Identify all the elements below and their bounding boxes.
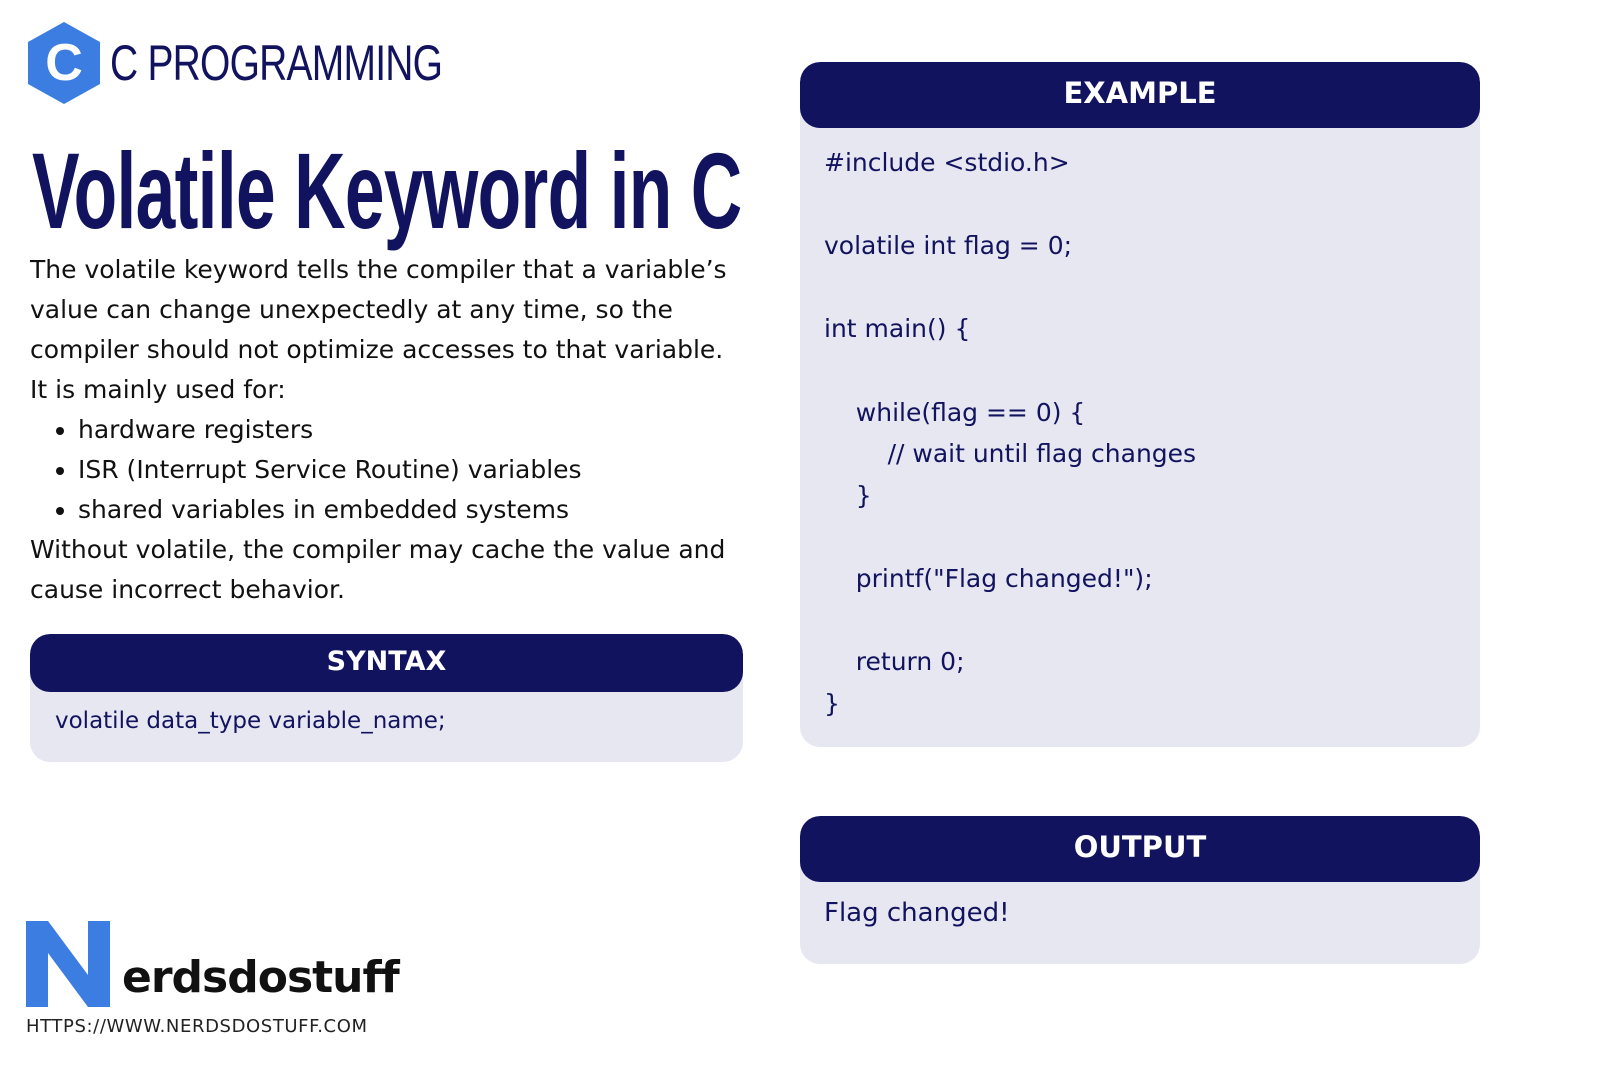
brand-header: [26, 20, 536, 106]
output-card: [800, 816, 1480, 964]
example-heading: EXAMPLE: [800, 62, 1480, 128]
output-heading: OUTPUT: [800, 816, 1480, 882]
output-text: Flag changed!: [824, 898, 1010, 928]
svg-text:C: C: [45, 34, 83, 92]
syntax-heading: SYNTAX: [30, 634, 743, 692]
brand-label: C PROGRAMMING: [110, 35, 443, 91]
uses-list: [30, 410, 750, 530]
list-item: shared variables in embedded systems: [78, 490, 750, 530]
list-item: hardware registers: [78, 410, 750, 450]
description: [30, 250, 750, 610]
description-uses-lead: It is mainly used for:: [30, 375, 286, 404]
description-outro: Without volatile, the compiler may cache the value and cause incorrect behavior.: [30, 535, 726, 604]
website-url: HTTPS://WWW.NERDSDOSTUFF.COM: [26, 1016, 368, 1037]
page-title: Volatile Keyword in C: [32, 130, 742, 251]
syntax-code: volatile data_type variable_name;: [55, 708, 446, 734]
nerdsdostuff-logo: [26, 921, 110, 1007]
c-hexagon-logo-icon: [26, 20, 102, 106]
example-code: #include <stdio.h> volatile int flag = 0; int main() { while(flag == 0) { // wait until flag changes } printf("Flag changed!"); return 0; }: [824, 148, 1197, 718]
syntax-card: [30, 634, 743, 762]
wordmark: erdsdostuff: [122, 952, 399, 1003]
list-item: ISR (Interrupt Service Routine) variables: [78, 450, 750, 490]
description-intro: The volatile keyword tells the compiler that a variable’s value can change unexpectedly at any time, so the compiler should not optimize accesses to that variable.: [30, 255, 727, 364]
example-card: [800, 62, 1480, 747]
n-letter-logo-icon: [26, 921, 110, 1007]
